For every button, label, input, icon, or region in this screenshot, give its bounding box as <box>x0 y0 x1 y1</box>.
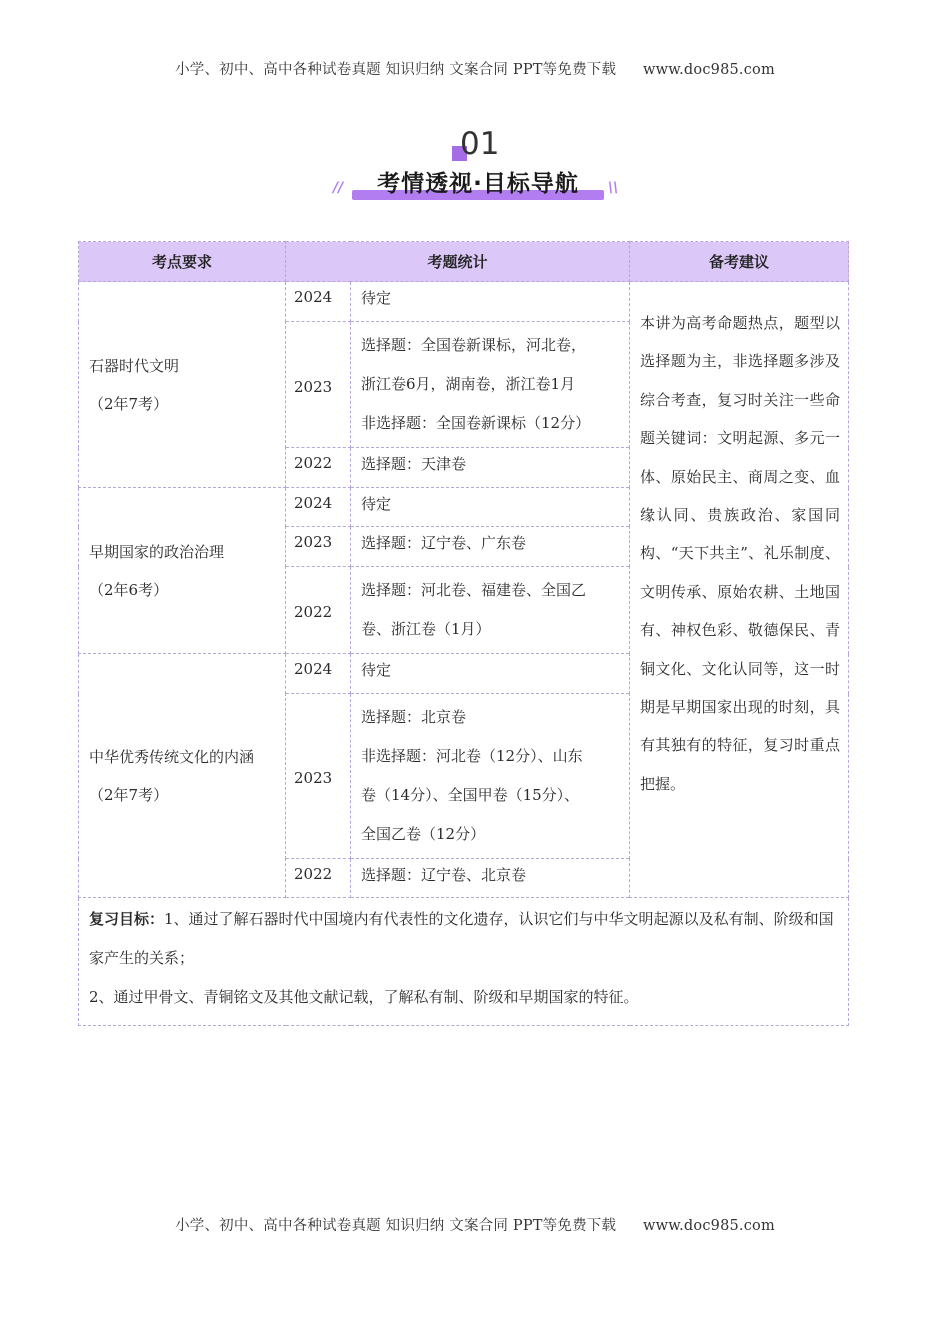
stat-line: 全国乙卷（12分） <box>361 825 486 843</box>
topic-name: 早期国家的政治治理 <box>89 542 225 561</box>
topic-count: （2年6考） <box>89 580 169 599</box>
decor-slash-right: \\ <box>608 180 619 196</box>
topic-name: 中华优秀传统文化的内涵 <box>89 747 255 766</box>
stat-cell <box>351 322 630 448</box>
topic-count: （2年7考） <box>89 785 169 804</box>
stat-line: 选择题：北京卷 <box>361 708 467 726</box>
stat-cell <box>351 448 630 488</box>
year-cell: 2022 <box>286 567 351 654</box>
stat-line: 选择题：辽宁卷、北京卷 <box>361 866 527 884</box>
goal-label: 复习目标： <box>89 910 165 928</box>
stat-line: 待定 <box>361 289 392 307</box>
year-cell: 2022 <box>286 448 351 488</box>
footer-text: 小学、初中、高中各种试卷真题 知识归纳 文案合同 PPT等免费下载 <box>175 1218 617 1234</box>
year-cell: 2023 <box>286 527 351 567</box>
topic-cell <box>79 654 286 898</box>
year-cell: 2024 <box>286 282 351 322</box>
stat-line: 非选择题：河北卷（12分）、山东 <box>361 747 583 765</box>
stat-cell <box>351 488 630 527</box>
goal-text-1: 1、通过了解石器时代中国境内有代表性的文化遗存，认识它们与中华文明起源以及私有制、阶级和国家产生的关系； <box>89 910 834 967</box>
header-text: 小学、初中、高中各种试卷真题 知识归纳 文案合同 PPT等免费下载 <box>175 62 617 78</box>
stat-line: 选择题：全国卷新课标，河北卷， <box>361 336 587 354</box>
year-cell: 2023 <box>286 322 351 448</box>
section-title: 考情透视·目标导航 <box>377 171 579 197</box>
stat-cell <box>351 282 630 322</box>
stat-line: 待定 <box>361 661 392 679</box>
stat-cell <box>351 654 630 694</box>
exam-analysis-table <box>78 241 849 1026</box>
stat-cell <box>351 694 630 859</box>
stat-line: 卷（14分）、全国甲卷（15分）、 <box>361 786 580 804</box>
page-header <box>0 58 950 79</box>
goal-line-1 <box>89 900 838 978</box>
goals-cell <box>79 898 849 1026</box>
header-topic: 考点要求 <box>79 242 286 282</box>
stat-line: 选择题：河北卷、福建卷、全国乙 <box>361 581 587 599</box>
stat-line: 选择题：辽宁卷、广东卷 <box>361 534 527 552</box>
header-advice: 备考建议 <box>630 242 849 282</box>
year-cell: 2024 <box>286 488 351 527</box>
table-row <box>79 282 849 322</box>
goals-row <box>79 898 849 1026</box>
decor-slash-left: // <box>333 180 344 196</box>
stat-line: 非选择题：全国卷新课标（12分） <box>361 414 591 432</box>
stat-line: 浙江卷6月，湖南卷，浙江卷1月 <box>361 375 576 393</box>
page-footer <box>0 1214 950 1235</box>
stat-cell <box>351 567 630 654</box>
year-cell: 2024 <box>286 654 351 694</box>
stat-line: 卷、浙江卷（1月） <box>361 620 491 638</box>
year-cell: 2022 <box>286 859 351 898</box>
topic-name: 石器时代文明 <box>89 356 180 375</box>
stat-cell <box>351 859 630 898</box>
table-header-row <box>79 242 849 282</box>
header-url[interactable]: www.doc985.com <box>642 62 775 78</box>
footer-url[interactable]: www.doc985.com <box>642 1218 775 1234</box>
topic-count: （2年7考） <box>89 394 169 413</box>
header-stats: 考题统计 <box>286 242 630 282</box>
section-number: 01 <box>460 126 500 162</box>
goal-line-2: 2、通过甲骨文、青铜铭文及其他文献记载，了解私有制、阶级和早期国家的特征。 <box>89 988 639 1006</box>
topic-cell <box>79 488 286 654</box>
stat-line: 待定 <box>361 495 392 513</box>
advice-cell: 本讲为高考命题热点，题型以选择题为主，非选择题多涉及综合考查，复习时关注一些命题关键词：文明起源、多元一体、原始民主、商周之变、血缘认同、贵族政治、家国同构、“天下共主”、礼乐制度、文明传承、原始农耕、土地国有、神权色彩、敬德保民、青铜文化、文化认同等，这一时期是早期国家出现的时刻，具有其独有的特征，复习时重点把握。 <box>630 282 849 898</box>
stat-cell <box>351 527 630 567</box>
topic-cell <box>79 282 286 488</box>
year-cell: 2023 <box>286 694 351 859</box>
stat-line: 选择题：天津卷 <box>361 455 467 473</box>
